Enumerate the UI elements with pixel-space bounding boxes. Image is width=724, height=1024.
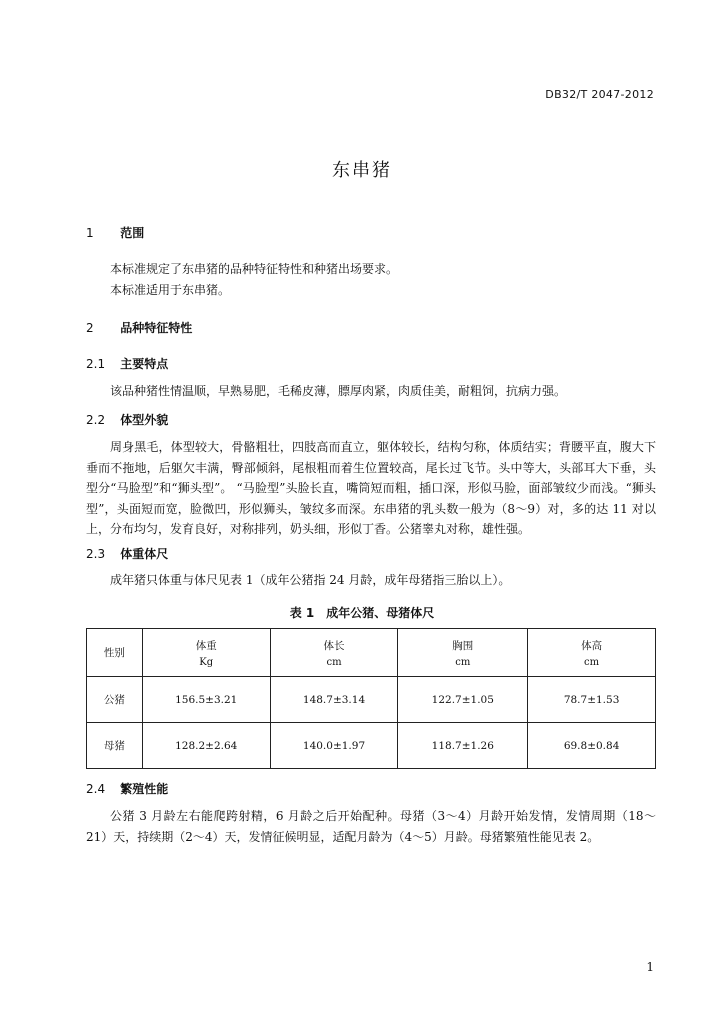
page-number: 1 [646, 960, 654, 974]
header-cell-chest [398, 629, 528, 677]
header-cell-weight [142, 629, 270, 677]
table-cell: 78.7±1.53 [528, 677, 656, 723]
section-title: 品种特征特性 [120, 321, 193, 335]
section-2-1-heading [86, 355, 168, 372]
section-title: 范围 [120, 226, 145, 240]
paragraph: 周身黑毛，体型较大，骨骼粗壮，四肢高而直立，躯体较长，结构匀称，体质结实；背腰平直，腹大下垂而不拖地，后躯欠丰满，臀部倾斜，尾根粗而着生位置较高，尾长过飞节。头中等大，头部耳大下垂，头型分“马脸型”和“狮头型”。 “马脸型”头脸长直，嘴筒短而粗，插口深，形似马脸，面部皱纹少而浅。“狮头型”，头面短而宽，脸微凹，形似狮头，皱纹多而深。东串猪的乳头数一般为（8～9）对，多的达 11 对以上，分布均匀，发育良好，对称排列，奶头细，形似丁香。公猪睾丸对称，雄性强。 [86, 440, 656, 536]
table-cell: 140.0±1.97 [270, 723, 398, 769]
section-title: 体重体尺 [120, 547, 169, 561]
header-cell-sex [87, 629, 143, 677]
table-cell: 公猪 [87, 677, 143, 723]
table-header-row [87, 629, 656, 677]
table-cell: 148.7±3.14 [270, 677, 398, 723]
table-cell: 69.8±0.84 [528, 723, 656, 769]
header-label: 体高 [581, 639, 603, 652]
section-number: 2 [86, 321, 94, 335]
section-2-4-body [86, 806, 656, 847]
section-1-body [86, 259, 656, 300]
section-2-3-heading [86, 545, 168, 562]
section-title: 繁殖性能 [120, 782, 169, 796]
header-label: 体重 [195, 639, 217, 652]
table-cell: 122.7±1.05 [398, 677, 528, 723]
section-number: 1 [86, 226, 94, 240]
table-1-caption: 表 1 成年公猪、母猪体尺 [289, 606, 435, 620]
header-cell-height [528, 629, 656, 677]
header-unit: cm [326, 656, 342, 668]
section-title: 体型外貌 [120, 413, 169, 427]
section-2-2-heading [86, 411, 168, 428]
header-unit: Kg [199, 656, 214, 668]
header-unit: cm [455, 656, 471, 668]
paragraph-line: 本标准规定了东串猪的品种特征特性和种猪出场要求。 [110, 262, 399, 276]
section-number: 2.1 [86, 357, 106, 371]
table-cell: 128.2±2.64 [142, 723, 270, 769]
paragraph: 公猪 3 月龄左右能爬跨射精，6 月龄之后开始配种。母猪（3～4）月龄开始发情，发情周期（18～21）天，持续期（2～4）天，发情征候明显，适配月龄为（4～5）月龄。母猪繁殖性能见表 2。 [86, 809, 656, 844]
section-2-4-heading [86, 780, 168, 797]
section-title: 主要特点 [120, 357, 169, 371]
table-row [87, 677, 656, 723]
paragraph: 成年猪只体重与体尺见表 1（成年公猪指 24 月龄，成年母猪指三胎以上）。 [110, 573, 511, 587]
section-2-2-body [86, 437, 656, 540]
document-code: DB32/T 2047-2012 [545, 88, 654, 101]
table-cell: 118.7±1.26 [398, 723, 528, 769]
section-2-1-body [86, 381, 656, 402]
section-number: 2.2 [86, 413, 106, 427]
section-1-heading [86, 224, 144, 241]
table-cell: 母猪 [87, 723, 143, 769]
table-row [87, 723, 656, 769]
header-label: 胸围 [452, 639, 474, 652]
header-unit: cm [584, 656, 600, 668]
section-2-3-body [86, 570, 656, 591]
paragraph: 该品种猪性情温顺，早熟易肥，毛稀皮薄，膘厚肉紧，肉质佳美，耐粗饲，抗病力强。 [110, 384, 567, 398]
table-cell: 156.5±3.21 [142, 677, 270, 723]
document-title: 东串猪 [332, 160, 392, 181]
section-number: 2.3 [86, 547, 106, 561]
paragraph-line: 本标准适用于东串猪。 [110, 282, 231, 297]
section-2-heading [86, 319, 192, 336]
header-label: 体长 [323, 639, 345, 652]
header-cell-length [270, 629, 398, 677]
table-1 [86, 628, 656, 769]
header-label: 性别 [103, 647, 125, 659]
section-number: 2.4 [86, 782, 106, 796]
